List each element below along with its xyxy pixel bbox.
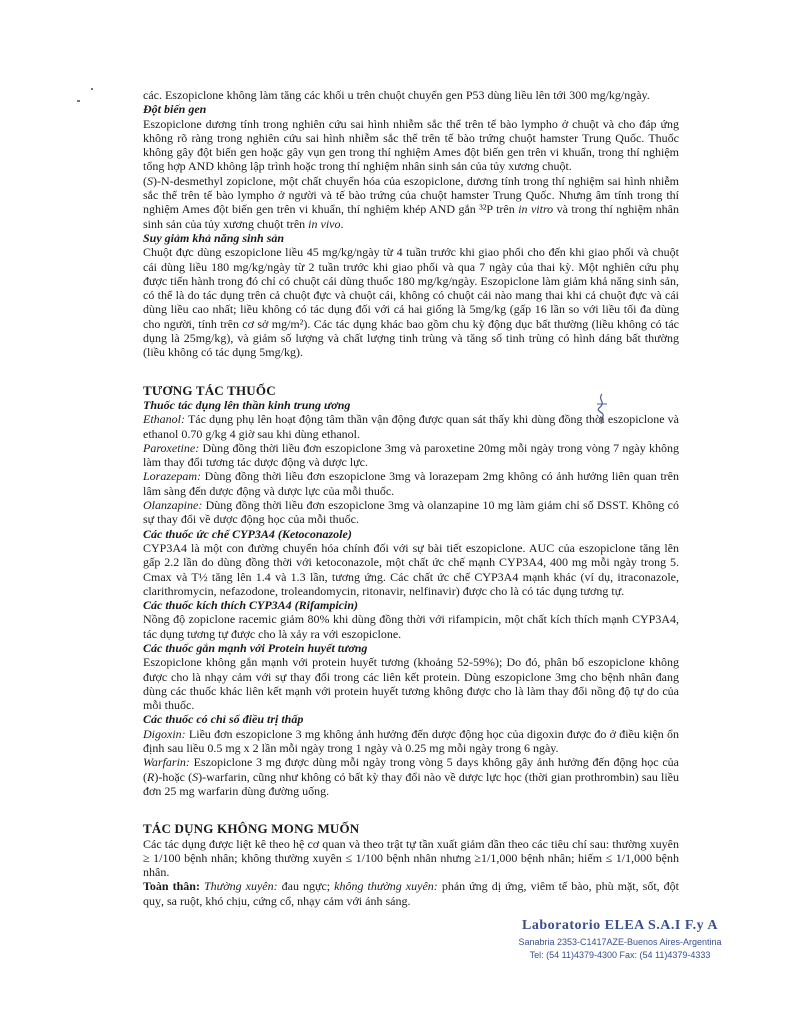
paragraph-cyp3a4-inducers: Nồng độ zopiclone racemic giảm 80% khi dùng đồng thời với rifampicin, một chất kích thích mạnh CYP3A4, tác dụng tương tự được cho là xảy ra với eszopiclone. <box>143 612 679 641</box>
stamp-address: Sanabria 2353-C1417AZE-Buenos Aires-Argentina <box>518 937 722 947</box>
signature-mark <box>593 392 611 426</box>
paragraph-mutagenesis: Eszopiclone dương tính trong nghiên cứu sai hình nhiễm sắc thể trên tế bào lympho ở chuột và cho đáp ứng không rõ ràng trong nghiên cứu sai hình nhiễm sắc thể trên tế bào trứng chuột hamster Trung Quốc. Thuốc không gây đột biến gen hoặc gây vụn gen trong thí nghiệm Ames đột biến gen trên vi khuẩn, trong thí nghiệm tổng hợp AND không lập trình hoặc trong thí nghiệm nhân sinh sản của tủy xương chuột. <box>143 116 679 174</box>
paragraph-fertility: Chuột đực dùng eszopiclone liều 45 mg/kg/ngày từ 4 tuần trước khi giao phối cho đến khi giao phối và chuột cái dùng liều 180 mg/kg/ngày từ 2 tuần trước khi giao phối và qua 7 ngày của thai kỳ. Một nghiên cứu phụ được tiến hành trong đó chỉ có chuột cái dùng thuốc 180 mg/kg/ngày. Eszopiclone làm giảm khả năng sinh sản, có thể là do tác dụng trên cả chuột đực và chuột cái, không có chuột cái nào mang thai khi cả chuột đực và cái dùng liều cao nhất; liều không có tác dụng đối với cả hai giống là 5mg/kg (gấp 16 lần so với liều tối đa dùng cho người, tính trên cơ sở mg/m²). Các tác dụng khác bao gồm chu kỳ động dục bất thường (liều không có tác dụng là 25mg/kg), và giảm số lượng và chất lượng tinh trùng và tăng số tinh trùng có hình dáng bất thường (liều không có tác dụng 5mg/kg). <box>143 245 679 360</box>
scan-speck <box>77 100 80 102</box>
heading-mutagenesis: Đột biến gen <box>143 102 207 117</box>
paragraph-whole-body: Toàn thân: Thường xuyên: đau ngực; không thường xuyên: phản ứng dị ứng, viêm tế bào, phù mặt, sốt, đột quỵ, sa ruột, khó chịu, cứng cổ, nhạy cảm với ánh sáng. <box>143 879 680 908</box>
paragraph-adverse-intro: Các tác dụng được liệt kê theo hệ cơ quan và theo trật tự tần xuất giảm dần theo các tiêu chí sau: thường xuyên ≥ 1/100 bệnh nhân; không thường xuyên ≤ 1/100 bệnh nhân nhưng ≥1/1,000 bệnh nhân; hiếm ≤ 1/1,000 bệnh nhân. <box>143 836 679 880</box>
paragraph-paroxetine: Paroxetine: Dùng đồng thời liều đơn eszopiclone 3mg và paroxetine 20mg mỗi ngày trong vòng 7 ngày không làm thay đổi tương tác dược động và dược lực. <box>143 440 679 470</box>
scan-speck <box>91 88 93 90</box>
paragraph-carcinogen-end: các. Eszopiclone không làm tăng các khối u trên chuột chuyển gen P53 dùng liều lên tới 300 mg/kg/ngày. <box>143 88 650 102</box>
heading-adverse-effects: TÁC DỤNG KHÔNG MONG MUỐN <box>143 821 360 837</box>
paragraph-metabolite: (S)-N-desmethyl zopiclone, một chất chuyển hóa của eszopiclone, dương tính trong thí nghiệm sai hình nhiễm sắc thể trên tế bào lympho ở người và tế bào trứng của chuột hamster Trung Quốc. Nhưng âm tính trong thí nghiệm Ames đột biến gen trên vi khuẩn, thí nghiệm khép AND gắn ³²P trên in vitro và trong thí nghiệm nhân sinh sản của tủy xương chuột trên in vivo. <box>143 173 679 231</box>
paragraph-cyp3a4-inhibitors: CYP3A4 là một con đường chuyển hóa chính đối với sự bài tiết eszopiclone. AUC của eszopiclone tăng lên gấp 2.2 lần do dùng đồng thời với ketoconazole, một chất ức chế mạnh CYP3A4, 400 mg mỗi ngày trong 5. Cmax và T½ tăng lên 1.4 và 1.3 lần, tương ứng. Các chất ức chế CYP3A4 mạnh khác (ví dụ, itraconazole, clarithromycin, nefazodone, troleandomycin, ritonavir, nelfinavir) được cho là có tác dụng tương tự. <box>143 540 679 598</box>
paragraph-protein-binding: Eszopiclone không gắn mạnh với protein huyết tương (khoảng 52-59%); Do đó, phân bố eszopiclone không được cho là nhạy cảm với sự thay đổi trong các liên kết protein. Dùng eszopiclone 3mg cho bệnh nhân đang dùng các thuốc khác liên kết mạnh với protein huyết tương không được cho là làm thay đổi nồng độ tự do của mỗi thuốc. <box>143 655 679 713</box>
heading-cyp3a4-inducers: Các thuốc kích thích CYP3A4 (Rifampicin) <box>143 598 359 613</box>
heading-cyp3a4-inhibitors: Các thuốc ức chế CYP3A4 (Ketoconazole) <box>143 526 352 541</box>
heading-protein-binding: Các thuốc gắn mạnh với Protein huyết tương <box>143 640 368 655</box>
heading-drug-interactions: TƯƠNG TÁC THUỐC <box>143 382 276 398</box>
stamp-phone: Tel: (54 11)4379-4300 Fax: (54 11)4379-4333 <box>529 950 711 960</box>
paragraph-digoxin: Digoxin: Liều đơn eszopiclone 3 mg không ảnh hưởng đến dược động học của digoxin được đo ở điều kiện ổn định sau liều 0.5 mg x 2 lần mỗi ngày trong 1 ngày và 0.25 mg mỗi ngày trong 6 ngày. <box>143 726 679 756</box>
paragraph-lorazepam: Lorazepam: Dùng đồng thời liều đơn eszopiclone 3mg và lorazepam 2mg không có ảnh hưởng liên quan trên lâm sàng đến dược động và dược lực của mỗi thuốc. <box>143 469 679 498</box>
paragraph-warfarin: Warfarin: Eszopiclone 3 mg được dùng mỗi ngày trong vòng 5 days không gây ảnh hưởng đến động học của (R)-hoặc (S)-warfarin, cũng như không có bất kỳ thay đổi nào về dược lực học (thời gian prothrombin) sau liều đơn 25 mg warfarin dùng đường uống. <box>143 755 679 798</box>
heading-narrow-index: Các thuốc có chỉ số điều trị thấp <box>143 712 304 727</box>
paragraph-olanzapine: Olanzapine: Dùng đồng thời liều đơn eszopiclone 3mg và olanzapine 10 mg làm giảm chỉ số DSST. Không có sự thay đổi về dược động học của mỗi thuốc. <box>143 498 679 527</box>
heading-cns-drugs: Thuốc tác dụng lên thần kinh trung ương <box>143 397 351 412</box>
stamp-company-name: Laboratorio ELEA S.A.I F.y A <box>522 918 718 933</box>
laboratory-stamp <box>500 918 740 960</box>
heading-fertility: Suy giảm khả năng sinh sản <box>143 230 285 245</box>
paragraph-ethanol: Ethanol: Tác dụng phụ lên hoạt động tâm thần vận động được quan sát thấy khi dùng đồng thời eszopiclone và ethanol 0.70 g/kg 4 giờ sau khi dùng ethanol. <box>143 412 679 441</box>
document-body <box>143 88 679 908</box>
